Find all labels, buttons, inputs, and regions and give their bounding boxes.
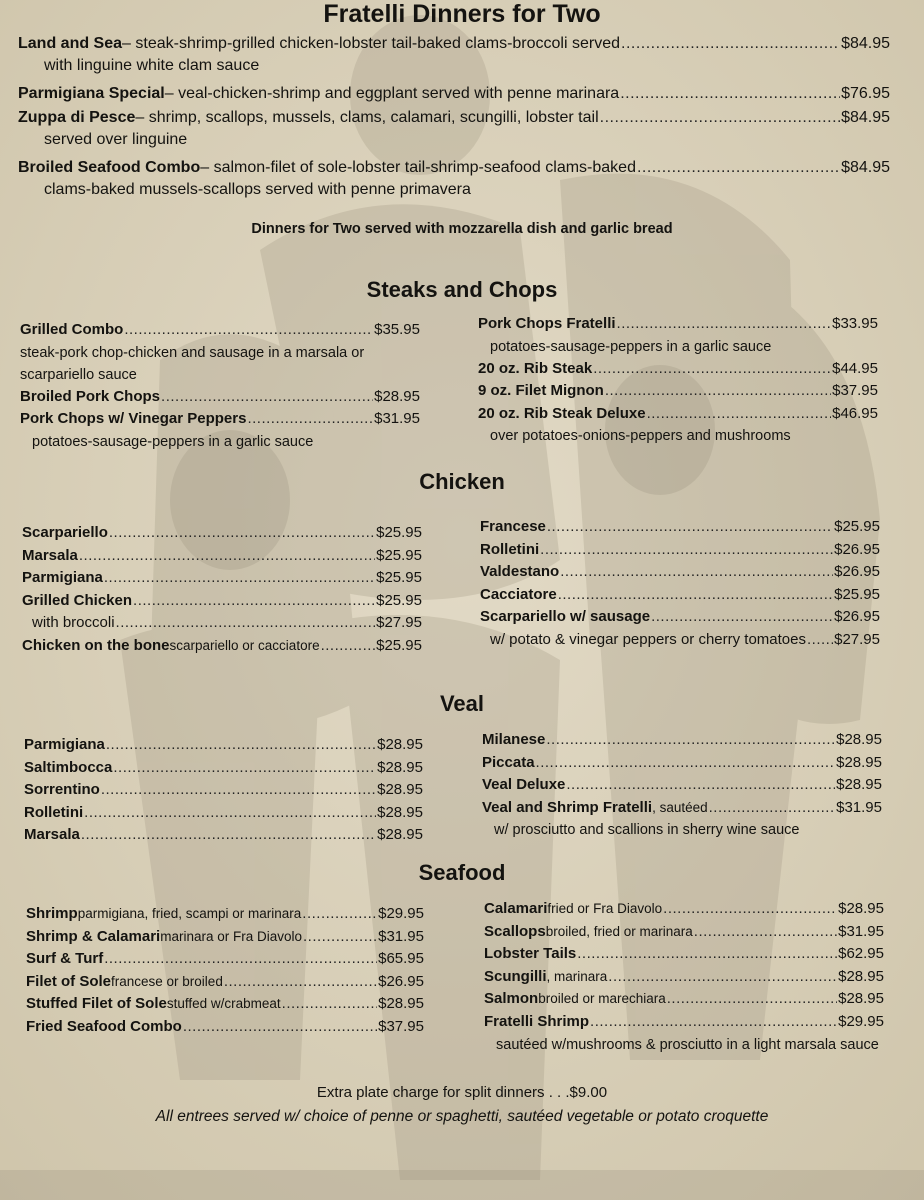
- item-price: $29.95: [838, 1012, 884, 1030]
- item-name: Veal and Shrimp Fratelli: [482, 798, 653, 816]
- menu-item: [480, 561, 880, 584]
- item-price: $44.95: [832, 359, 878, 377]
- item-name: Lobster Tails: [484, 945, 577, 963]
- leader-dots: [620, 83, 840, 105]
- menu-item: [480, 629, 880, 652]
- item-price: $31.95: [838, 922, 884, 940]
- leader-dots: [124, 319, 373, 342]
- item-price: $25.95: [376, 546, 422, 564]
- chicken-right-column: [480, 516, 880, 652]
- item-description: w/ potato & vinegar peppers or cherry tomatoes: [490, 630, 806, 648]
- item-price: $26.95: [834, 540, 880, 558]
- menu-item: [484, 898, 884, 921]
- item-price: $26.95: [834, 563, 880, 581]
- menu-item: [482, 752, 882, 775]
- item-name: Shrimp: [26, 905, 78, 922]
- item-name: 20 oz. Rib Steak: [478, 359, 593, 377]
- leader-dots: [807, 629, 833, 652]
- menu-item: [18, 33, 890, 55]
- item-price: $27.95: [834, 630, 880, 648]
- chicken-left-column: [22, 522, 422, 658]
- item-name: Marsala: [24, 826, 80, 844]
- menu-item: [18, 107, 890, 129]
- item-name: Grilled Combo: [20, 321, 124, 338]
- item-price: $25.95: [376, 636, 422, 654]
- item-name: Piccata: [482, 753, 535, 771]
- item-price: $26.95: [378, 972, 424, 990]
- item-price: $26.95: [834, 608, 880, 626]
- item-name: Calamari: [484, 900, 548, 917]
- entrees-note: All entrees served w/ choice of penne or spaghetti, sautéed vegetable or potato croquette: [155, 1108, 769, 1125]
- menu-item: [18, 83, 890, 107]
- item-price: $28.95: [377, 803, 423, 821]
- menu-item: [22, 635, 422, 658]
- leader-dots: [590, 1011, 837, 1034]
- leader-dots: [536, 752, 836, 775]
- item-name: Rolletini: [24, 803, 84, 821]
- item-description: fried or Fra Diavolo: [547, 901, 663, 916]
- item-description: with broccoli: [32, 614, 115, 632]
- item-price: $28.95: [836, 776, 882, 794]
- menu-item: [482, 729, 882, 752]
- menu-item: [24, 757, 423, 780]
- item-name: Fratelli Shrimp: [484, 1012, 590, 1030]
- page-title: Fratelli Dinners for Two: [323, 0, 601, 28]
- item-description: stuffed w/crabmeat: [166, 996, 281, 1012]
- item-name: Milanese: [482, 731, 546, 748]
- leader-dots: [667, 988, 837, 1011]
- item-name: Filet of Sole: [26, 972, 112, 990]
- menu-item: [480, 584, 880, 607]
- veal-left-column: [24, 734, 423, 847]
- menu-item: [26, 926, 424, 949]
- item-name: Parmigiana: [24, 736, 105, 753]
- item-name: Surf & Turf: [26, 950, 104, 968]
- item-price: $25.95: [834, 585, 880, 603]
- section-title-chicken: Chicken: [419, 469, 505, 494]
- item-price: $62.95: [838, 945, 884, 963]
- leader-dots: [647, 403, 832, 426]
- menu-item: [478, 403, 878, 426]
- item-description: marinara or Fra Diavolo: [160, 928, 303, 944]
- item-description: over potatoes-onions-peppers and mushrooms: [490, 428, 791, 445]
- item-price: $33.95: [832, 315, 878, 332]
- item-name: 9 oz. Filet Mignon: [478, 382, 604, 400]
- leader-dots: [84, 802, 376, 825]
- item-price: $46.95: [832, 404, 878, 422]
- leader-dots: [321, 635, 376, 658]
- item-name: Stuffed Filet of Sole: [26, 995, 167, 1013]
- leader-dots: [560, 561, 833, 584]
- item-price: $31.95: [378, 927, 424, 945]
- item-name: Zuppa di Pesce: [18, 109, 136, 126]
- section-title-steaks: Steaks and Chops: [366, 277, 558, 302]
- item-price: $28.95: [377, 758, 423, 776]
- item-price: $76.95: [841, 85, 890, 102]
- leader-dots: [663, 898, 837, 921]
- menu-item: [484, 943, 884, 966]
- item-price: $28.95: [378, 995, 424, 1013]
- item-name: Saltimbocca: [24, 758, 113, 776]
- menu-item: [480, 516, 880, 539]
- item-description: scarpariello sauce: [20, 366, 137, 383]
- menu-item: [484, 921, 884, 944]
- leader-dots: [566, 774, 835, 797]
- leader-dots: [621, 33, 840, 55]
- menu-item: [26, 993, 424, 1016]
- item-name: Rolletini: [480, 540, 540, 558]
- item-name: Scallops: [484, 922, 546, 940]
- leader-dots: [161, 386, 373, 409]
- menu-item: [24, 824, 423, 847]
- item-description: – steak-shrimp-grilled chicken-lobster tail-baked clams-broccoli served: [122, 35, 620, 52]
- leader-dots: [282, 993, 377, 1016]
- leader-dots: [303, 926, 377, 949]
- item-description: – salmon-filet of sole-lobster tail-shrimp-seafood clams-baked: [200, 159, 636, 176]
- item-description: potatoes-sausage-peppers in a garlic sauce: [32, 433, 314, 450]
- item-price: $37.95: [832, 382, 878, 400]
- item-name: Salmon: [484, 990, 539, 1008]
- leader-dots: [593, 358, 831, 381]
- item-price: $28.95: [377, 826, 423, 844]
- item-price: $25.95: [834, 518, 880, 535]
- item-name: Broiled Pork Chops: [20, 387, 161, 405]
- item-name: Pork Chops w/ Vinegar Peppers: [20, 410, 247, 428]
- menu-item: [480, 539, 880, 562]
- item-name: Fried Seafood Combo: [26, 1017, 182, 1035]
- leader-dots: [709, 797, 836, 820]
- leader-dots: [183, 1016, 377, 1039]
- item-price: $25.95: [376, 569, 422, 587]
- item-description: broiled, fried or marinara: [545, 923, 693, 939]
- leader-dots: [101, 779, 376, 802]
- menu-item: [22, 590, 422, 613]
- menu-item: [26, 948, 424, 971]
- item-price: $84.95: [841, 109, 890, 126]
- leader-dots: [302, 903, 377, 926]
- item-name: Broiled Seafood Combo: [18, 159, 201, 176]
- item-name: Scarpariello w/ sausage: [480, 608, 651, 626]
- leader-dots: [106, 734, 376, 757]
- seafood-left-column: [26, 903, 424, 1039]
- item-description: francese or broiled: [111, 973, 223, 989]
- section-title-seafood: Seafood: [418, 860, 506, 885]
- item-price: $29.95: [378, 905, 424, 922]
- leader-dots: [247, 408, 373, 431]
- item-description: potatoes-sausage-peppers in a garlic sauce: [490, 338, 772, 355]
- item-price: $28.95: [374, 387, 420, 405]
- leader-dots: [81, 824, 376, 847]
- menu-item: [484, 1011, 884, 1034]
- veal-right-column: [482, 729, 882, 841]
- menu-item: [478, 313, 878, 336]
- leader-dots: [104, 567, 375, 590]
- menu-item: [22, 567, 422, 590]
- item-name: Shrimp & Calamari: [26, 927, 161, 945]
- item-price: $31.95: [836, 798, 882, 816]
- leader-dots: [104, 948, 377, 971]
- menu-item: [24, 802, 423, 825]
- leader-dots: [224, 971, 377, 994]
- item-description: broiled or marechiara: [538, 991, 666, 1007]
- dinners-note: Dinners for Two served with mozzarella dish and garlic bread: [251, 221, 673, 237]
- menu-item: [20, 319, 420, 342]
- item-name: Francese: [480, 518, 546, 535]
- item-description: – veal-chicken-shrimp and eggplant served with penne marinara: [164, 85, 620, 102]
- steaks-right-column: [478, 313, 878, 447]
- leader-dots: [577, 943, 837, 966]
- menu-item: [18, 157, 890, 179]
- menu-item: [482, 797, 882, 820]
- item-description: sautéed w/mushrooms & prosciutto in a light marsala sauce: [496, 1036, 879, 1053]
- item-price: $28.95: [838, 967, 884, 985]
- leader-dots: [617, 313, 832, 336]
- item-description: parmigiana, fried, scampi or marinara: [77, 906, 302, 921]
- leader-dots: [113, 757, 376, 780]
- item-price: $27.95: [376, 614, 422, 632]
- leader-dots: [109, 522, 375, 545]
- item-name: Marsala: [22, 546, 78, 564]
- menu-item: [20, 386, 420, 409]
- menu-item: [20, 408, 420, 431]
- menu-item: [482, 774, 882, 797]
- leader-dots: [540, 539, 833, 562]
- menu-item: [24, 779, 423, 802]
- section-title-veal: Veal: [439, 691, 485, 716]
- item-price: $31.95: [374, 410, 420, 428]
- item-description-continued: served over linguine: [44, 131, 188, 148]
- item-price: $25.95: [376, 524, 422, 541]
- leader-dots: [558, 584, 833, 607]
- extra-plate-charge: Extra plate charge for split dinners . . .$9.00: [316, 1084, 608, 1101]
- item-price: $28.95: [377, 781, 423, 799]
- leader-dots: [637, 157, 840, 179]
- item-name: Grilled Chicken: [22, 591, 133, 609]
- item-price: $84.95: [841, 159, 890, 176]
- leader-dots: [651, 606, 833, 629]
- leader-dots: [546, 729, 835, 752]
- item-price: $65.95: [378, 950, 424, 968]
- menu-item: [484, 966, 884, 989]
- item-description: w/ prosciutto and scallions in sherry wine sauce: [494, 822, 800, 839]
- menu-item: [26, 1016, 424, 1039]
- menu-item: [478, 380, 878, 403]
- item-name: Scarpariello: [22, 524, 108, 541]
- seafood-right-column: [484, 898, 884, 1056]
- item-name: Valdestano: [480, 563, 560, 581]
- menu-item: [22, 522, 422, 545]
- leader-dots: [79, 545, 375, 568]
- item-name: Land and Sea: [18, 35, 123, 52]
- menu-item: [26, 903, 424, 926]
- item-price: $28.95: [836, 753, 882, 771]
- dinners-for-two-list: [18, 33, 890, 207]
- item-name: Parmigiana: [22, 569, 103, 587]
- menu-item: [484, 988, 884, 1011]
- item-description: scarpariello or cacciatore: [169, 637, 320, 653]
- leader-dots: [133, 590, 375, 613]
- item-price: $25.95: [376, 591, 422, 609]
- menu-item: [22, 612, 422, 635]
- item-description: , marinara: [546, 968, 608, 984]
- item-description: – shrimp, scallops, mussels, clams, calamari, scungilli, lobster tail: [135, 109, 599, 126]
- leader-dots: [694, 921, 837, 944]
- item-name: Veal Deluxe: [482, 776, 566, 794]
- menu-item: [22, 545, 422, 568]
- item-price: $37.95: [378, 1017, 424, 1035]
- item-price: $84.95: [841, 35, 890, 52]
- item-name: Pork Chops Fratelli: [478, 315, 616, 332]
- menu-item: [480, 606, 880, 629]
- item-description: steak-pork chop-chicken and sausage in a marsala or: [20, 344, 365, 361]
- menu-item: [26, 971, 424, 994]
- item-price: $28.95: [838, 990, 884, 1008]
- leader-dots: [608, 966, 837, 989]
- item-price: $28.95: [377, 736, 423, 753]
- item-price: $28.95: [838, 900, 884, 917]
- leader-dots: [600, 107, 840, 129]
- item-name: Cacciatore: [480, 585, 557, 603]
- leader-dots: [116, 612, 376, 635]
- leader-dots: [605, 380, 831, 403]
- item-name: Scungilli: [484, 967, 547, 985]
- item-price: $28.95: [836, 731, 882, 748]
- item-name: Parmigiana Special: [18, 85, 165, 102]
- item-price: $35.95: [374, 321, 420, 338]
- item-description-continued: with linguine white clam sauce: [44, 57, 260, 74]
- menu-item: [24, 734, 423, 757]
- item-description-continued: clams-baked mussels-scallops served with penne primavera: [44, 181, 471, 198]
- menu-item: [478, 358, 878, 381]
- leader-dots: [547, 516, 833, 539]
- item-description: , sautéed: [652, 799, 708, 815]
- item-name: 20 oz. Rib Steak Deluxe: [478, 404, 646, 422]
- item-name: Sorrentino: [24, 781, 100, 799]
- item-name: Chicken on the bone: [22, 636, 170, 654]
- steaks-left-column: [20, 319, 420, 453]
